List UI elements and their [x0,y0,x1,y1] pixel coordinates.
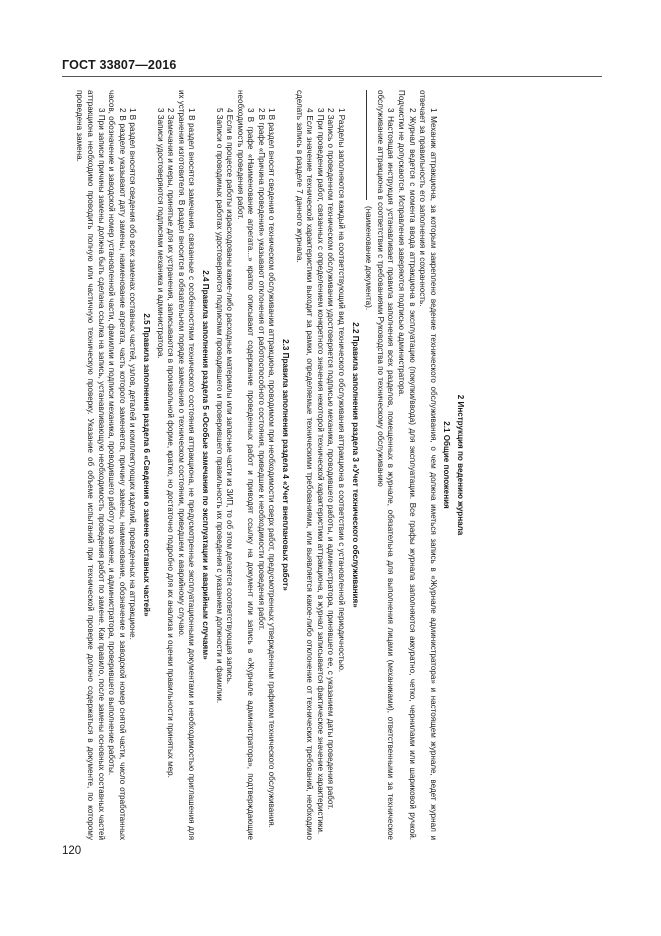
section-heading: 2.1 Общие положения [442,421,452,509]
paragraph: 3 При проведении работ, связанных с определением конкретного значения некоторой технической характеристики аттракциона, в журнал записывается фактическое значение характеристики. [315,108,325,835]
paragraph: 1 Механик аттракциона, за которым закреплено ведение технического обслуживания, о чем должна иметься запись в «Журнале администратора» и настоящем журнале, ведет журнал и отвечает за правильность его заполнения и сохранность. [418,90,438,840]
paragraph: 2 Запись о проведенном техническом обслуживании удостоверяется подписью механика, проводившего работы, и администратора, принявшего ее, с указанием даты проведения работ. [326,108,336,810]
section-heading: 2.2 Правила заполнения раздела 3 «Учет технического обслуживания» [350,322,360,608]
paragraph: 3 В графе «Наименование агрегата...» кратко описывают содержание проведенных работ и приводят ссылку на документ или запись в «Журнале администратора», подтверждающие необходимость проведения работ. [235,90,256,840]
paragraph: 5 Записи о проводимых работах удостоверяются подписями проводившего и проверившего правильность их проведения с указанием должности и фамилии. [214,108,224,704]
fill-in-line [366,90,374,200]
paragraph: 3 При записи причины замены должна быть сделана ссылка на запись, устанавливающую необходимость проведения работ по замене. Как правило, после замены основных составных частей аттракциона необходимо проводить полную или частичную техническую проверку. Указание об объеме испытаний при технической проверке должно содержаться в документе, по которому проведена замена. [75,90,106,840]
appendix-title: 2 Инструкция по ведению журнала [456,394,465,536]
paragraph: 1 Разделы заполняются каждый на соответствующий вид технического обслуживания аттракциона в соответствии с установленной периодичностью. [337,108,347,673]
paragraph: 4 Если в процессе работы израсходованы какие-либо расходные материалы или запасные части из ЗИП, то об этом делается соответствующая запись. [225,108,235,685]
paragraph: 4 Если значение технической характеристики выходит за рамки, определяемые техническими требованиями, или выявляется какое-либо отклонение от технических требований, необходимо сделать запись в разделе 7 данного журнала. [294,90,315,840]
paragraph: 2 Журнал ведется с момента ввода аттракциона в эксплуатацию (покупки/ввода) для эксплуатации. Все графы журнала заполняются аккуратно, четко, чернилами или шариковой ручкой. Подчистки не допускаются. Исправления заверяются подписью администратора. [397,90,417,840]
page-number: 120 [62,845,82,857]
paragraph: 2 В разделе указывают дату замены, наименование агрегата, часть которого заменяется, причину замены, наименование, обозначение и заводской номер снятой части, число отработанных часов, обозначение и заводской номер установленной части, фамилии и подписи механика, проводившего работу по замене, и администратора, проверившего выполнение работы. [107,90,127,840]
paragraph: 2 Замечания и меры, принятые для их устранения, записываются в произвольной форме, кратко, но достаточно подробно для их анализа и оценки правильности принятых мер. [166,108,176,778]
rotated-text-block [45,90,465,840]
paragraph: 1 В раздел вносятся сведения обо всех заменах составных частей, узлов, деталей и комплектующих изделий, проведенных на аттракционе. [128,108,138,640]
header-divider [62,76,602,77]
section-heading: 2.3 Правила заполнения раздела 4 «Учет внеплановых работ» [281,339,291,591]
section-heading: 2.5 Правила заполнения раздела 6 «Сведения о замене составных частей» [141,313,151,617]
paragraph: 3 Записи удостоверяются подписями механика и администратора. [155,108,165,359]
paragraph: 2 В графе «Причина проведения» указывают отклонения от работоспособного состояния, приведшие к необходимости проведения работ. [256,108,266,631]
paragraph: 3 Настоящая инструкция устанавливает правила заполнения всех разделов, помещенных в журнале, обязательна для выполнения лицами (механиками), ответственными за техническое обслуживание аттракциона в соответствии с требованиями Руководства по техническому обслуживанию [375,90,396,840]
blank-caption: (наименование документа). [364,206,374,311]
paragraph: 1 В раздел вносят сведения о техническом обслуживании аттракциона, проводимом при необходимости сверх работ, предусмотренных утвержденным графиком технического обслуживания. [267,108,277,828]
section-heading: 2.4 Правила заполнения раздела 5 «Особые замечания по эксплуатации и аварийным случаям» [200,270,210,660]
document-blank-line [363,90,375,840]
standard-header: ГОСТ 33807—2016 [62,58,177,72]
paragraph: 1 В раздел вносятся замечания, связанные с особенностями технического состояния аттракциона, не предусмотренные эксплуатационными документами и необходимостью приглашения для их устранения изготовителя. В раздел вносится в обязательном порядке замечания о техническом состоянии, приведшем к аварийному случаю. [176,90,197,840]
